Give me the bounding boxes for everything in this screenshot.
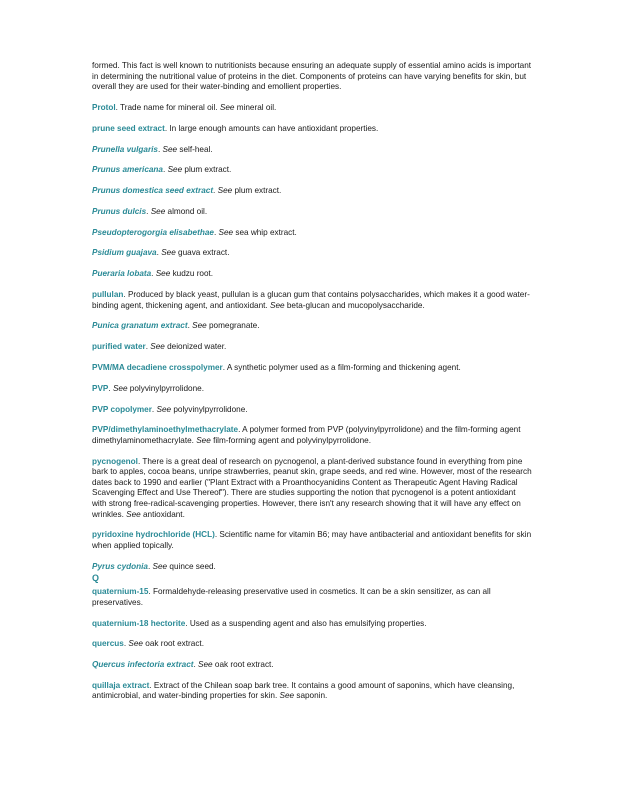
glossary-entry (92, 681, 532, 702)
entry-definition: . (213, 227, 219, 237)
section-letter: Q (92, 572, 100, 583)
entry-see-label: See (126, 509, 141, 519)
entry-definition: . (151, 269, 156, 279)
document-page (92, 61, 532, 712)
entry-see-label: See (152, 561, 168, 571)
entry-cross-reference: deionized water. (164, 342, 227, 352)
glossary-entry (92, 269, 532, 280)
entry-definition: . In large enough amounts can have antioxidant properties. (164, 123, 379, 133)
entry-definition: . There is a great deal of research on pycnogenol, a plant-derived substance found in everything from pine bark to apples, cocoa beans, unripe strawberries, peanut skin, grape seeds, and red wine. However, most of the research dates back to 1990 and earlier ("Plant Extract with a Proanthocyanidins Content as Therapeutic Agent Having Radical Scavenging Effect and Use Thereof"). There are studies supporting the notion that pycnogenol is a potent antioxidant with strong free-radical-scavenging properties. However, there isn't any research showing that it will have any effect on wrinkles. (92, 456, 532, 519)
entry-term: Protol (92, 102, 116, 112)
entry-cross-reference: guava extract. (175, 248, 230, 258)
entry-see-label: See (279, 691, 295, 701)
entry-term: PVP copolymer (92, 404, 152, 414)
entry-cross-reference: antioxidant. (140, 509, 185, 519)
entry-definition: . (187, 321, 193, 331)
entry-definition: . Trade name for mineral oil. (115, 102, 220, 112)
entry-cross-reference: oak root extract. (143, 639, 204, 649)
entry-term: Quercus infectoria extract (92, 660, 194, 670)
entry-definition: . Scientific name for vitamin B6; may have antibacterial and antioxidant benefits for skin when applied topically. (92, 530, 532, 550)
entry-see-label: See (128, 639, 143, 649)
entry-cross-reference: pomegranate. (206, 321, 260, 331)
entry-see-label: See (167, 165, 183, 175)
entry-term: Prunus domestica seed extract (92, 186, 214, 196)
entry-definition: . (123, 639, 129, 649)
entry-term: Prunus dulcis (92, 206, 147, 216)
entry-definition: . A polymer formed from PVP (polyvinylpyrrolidone) and the film-forming agent dimethylaminomethacrylate. (92, 425, 521, 445)
glossary-entry (92, 342, 532, 353)
glossary-entry (92, 363, 532, 374)
entry-see-label: See (218, 227, 234, 237)
entry-cross-reference: plum extract. (232, 186, 282, 196)
entry-definition: . (147, 561, 153, 571)
glossary-entry (92, 186, 532, 197)
glossary-entry (92, 248, 532, 259)
entry-see-label: See (161, 248, 176, 258)
entry-term: pullulan (92, 290, 124, 299)
entry-term: pycnogenol (92, 456, 138, 466)
glossary-entry (92, 457, 532, 521)
glossary-entry (92, 619, 532, 630)
entry-term: PVP/dimethylaminoethylmethacrylate (92, 425, 239, 435)
entry-see-label: See (192, 321, 207, 331)
intro-paragraph: formed. This fact is well known to nutritionists because ensuring an adequate supply of essential amino acids is important in determining the nutritional value of proteins in the diet. Components of proteins can have varying benefits for skin, but overall they are used for their water-binding and emollient properties. (92, 61, 532, 92)
entry-see-label: See (270, 300, 285, 310)
entry-cross-reference: polyvinylpyrrolidone. (127, 383, 204, 393)
entry-definition: . (193, 660, 199, 670)
entry-definition: . (213, 186, 218, 196)
entry-see-label: See (112, 383, 128, 393)
entry-term: PVM/MA decadiene crosspolymer (92, 362, 223, 372)
entry-definition: . (156, 248, 162, 258)
entry-cross-reference: saponin. (294, 691, 328, 701)
entry-cross-reference: polyvinylpyrrolidone. (171, 404, 248, 414)
entries-q (92, 587, 532, 702)
glossary-entry (92, 321, 532, 332)
entry-definition: . Produced by black yeast, pullulan is a glucan gum that contains polysaccharides, which makes it a good water-binding agent, thickening agent, and antioxidant. (92, 290, 530, 310)
entry-definition: . Used as a suspending agent and also has emulsifying properties. (185, 618, 427, 628)
entry-cross-reference: film-forming agent and polyvinylpyrrolidone. (210, 435, 371, 445)
entry-term: PVP (92, 383, 109, 393)
entry-see-label: See (155, 269, 171, 279)
glossary-entry (92, 103, 532, 114)
entry-definition: . (157, 144, 163, 154)
entry-definition: . (145, 342, 151, 352)
entry-see-label: See (156, 404, 172, 414)
glossary-entry (92, 405, 532, 416)
entry-term: Psidium guajava (92, 248, 157, 258)
entry-term: prune seed extract (92, 123, 165, 133)
entry-term: quercus (92, 639, 124, 649)
entry-term: quaternium-15 (92, 587, 149, 597)
glossary-entry (92, 530, 532, 551)
glossary-entry (92, 587, 532, 608)
entry-term: Pyrus cydonia (92, 561, 148, 571)
glossary-entry (92, 660, 532, 671)
entry-definition: . (151, 404, 157, 414)
entry-term: pyridoxine hydrochloride (HCL) (92, 530, 215, 540)
glossary-entry (92, 425, 532, 446)
glossary-entry (92, 228, 532, 239)
glossary-entry (92, 290, 532, 311)
entry-definition: . (108, 383, 113, 393)
entry-definition: . (163, 165, 168, 175)
entry-cross-reference: mineral oil. (234, 102, 277, 112)
entry-definition: . Formaldehyde-releasing preservative used in cosmetics. It can be a skin sensitizer, as can all preservatives. (92, 587, 491, 607)
entry-cross-reference: sea whip extract. (233, 227, 297, 237)
entry-cross-reference: plum extract. (182, 165, 232, 175)
entry-term: quillaja extract (92, 680, 150, 690)
entry-definition: . (146, 206, 151, 216)
entry-term: Pseudopterogorgia elisabethae (92, 227, 214, 237)
entry-term: Pueraria lobata (92, 269, 152, 279)
entry-definition: . A synthetic polymer used as a film-forming and thickening agent. (222, 362, 461, 372)
entry-term: Punica granatum extract (92, 321, 188, 331)
entries-p (92, 103, 532, 572)
glossary-entry (92, 384, 532, 395)
entry-see-label: See (150, 342, 165, 352)
entry-see-label: See (198, 660, 213, 670)
entry-cross-reference: quince seed. (167, 561, 216, 571)
glossary-entry (92, 562, 532, 573)
glossary-entry (92, 207, 532, 218)
glossary-entry (92, 639, 532, 650)
entry-cross-reference: self-heal. (177, 144, 213, 154)
entry-term: purified water (92, 342, 146, 352)
entry-see-label: See (217, 186, 233, 196)
glossary-entry (92, 124, 532, 135)
glossary-entry (92, 145, 532, 156)
glossary-entry (92, 165, 532, 176)
entry-cross-reference: beta-glucan and mucopolysaccharide. (284, 300, 425, 310)
entry-see-label: See (196, 435, 211, 445)
entry-term: quaternium-18 hectorite (92, 618, 186, 628)
entry-definition: . Extract of the Chilean soap bark tree. It contains a good amount of saponins, which have cleansing, antimicrobial, and water-binding properties for skin. (92, 680, 515, 701)
entry-cross-reference: kudzu root. (170, 269, 214, 279)
entry-see-label: See (219, 102, 235, 112)
entry-see-label: See (150, 206, 166, 216)
entry-cross-reference: almond oil. (165, 206, 208, 216)
entry-term: Prunella vulgaris (92, 144, 158, 154)
entry-term: Prunus americana (92, 165, 163, 175)
entry-cross-reference: oak root extract. (212, 660, 274, 670)
entry-see-label: See (162, 144, 178, 154)
